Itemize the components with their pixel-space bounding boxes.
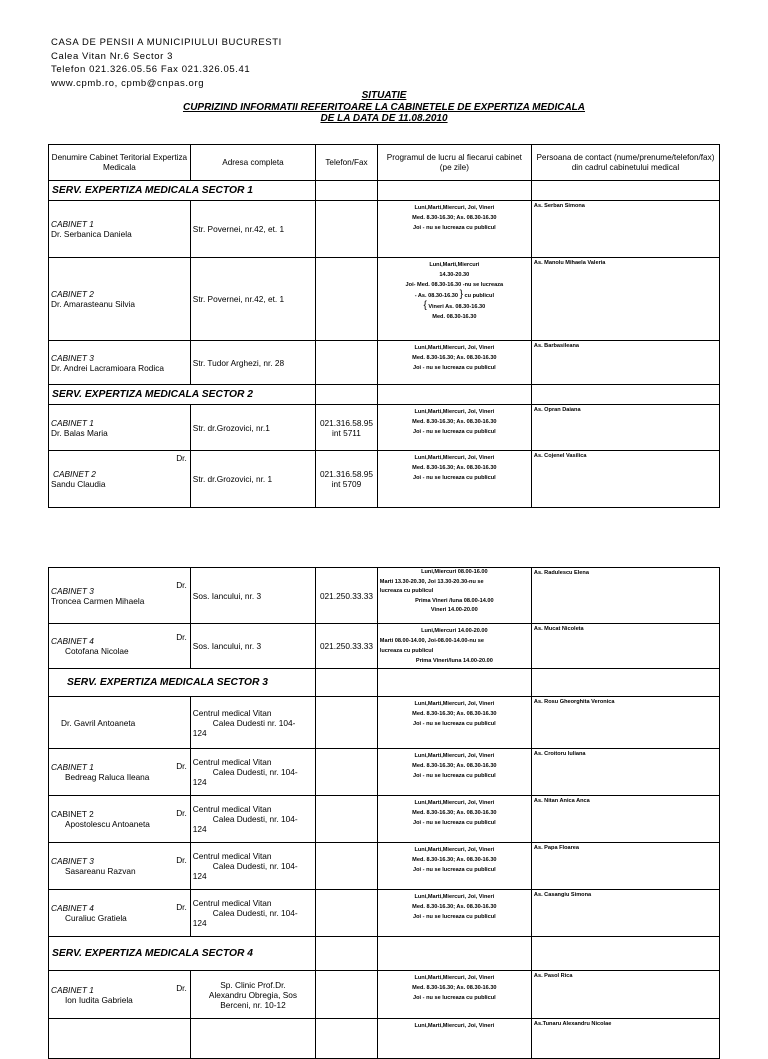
- contact-cell: As. Casangiu Simona: [531, 890, 719, 937]
- col-header-phone: Telefon/Fax: [316, 145, 378, 181]
- table-row: [49, 890, 720, 937]
- contact-cell: As. Croitoru Iuliana: [531, 749, 719, 796]
- phone-cell: [316, 341, 378, 385]
- section-title: SERV. EXPERTIZA MEDICALA SECTOR 4: [49, 937, 316, 971]
- cabinet-name-cell: CABINET 3 Dr. Sasareanu Razvan: [49, 843, 191, 890]
- table-row: [49, 201, 720, 258]
- contact-cell: As. Rosu Gheorghita Veronica: [531, 697, 719, 749]
- address-cell: Centrul medical Vitan Calea Dudesti nr. 104- 124: [190, 697, 315, 749]
- cabinet-name-cell: CABINET 3 Dr. Andrei Lacramioara Rodica: [49, 341, 191, 385]
- program-cell: Luni,Marti,Miercuri, Joi, Vineri Med. 8.30-16.30; As. 08.30-16.30 Joi - nu se lucreaza cu publicul: [377, 405, 531, 451]
- phone-cell: [316, 796, 378, 843]
- brace-mark: }: [459, 289, 463, 300]
- table-header-row: [49, 145, 720, 181]
- cabinet-name-cell: CABINET 1 Dr. Balas Maria: [49, 405, 191, 451]
- address-cell: Sos. Iancului, nr. 3: [190, 624, 315, 669]
- contact-cell: As. Radulescu Elena: [531, 568, 719, 624]
- col-header-contact: Persoana de contact (nume/prenume/telefon/fax) din cadrul cabinetului medical: [531, 145, 719, 181]
- address-cell: Str. Tudor Arghezi, nr. 28: [190, 341, 315, 385]
- cabinet-name-cell: CABINET 2 Dr. Sandu Claudia: [49, 451, 191, 508]
- program-cell: Luni,Marti,Miercuri, Joi, Vineri: [377, 1019, 531, 1059]
- section-row: [49, 669, 720, 697]
- table-row: [49, 258, 720, 341]
- institution-phone: Telefon 021.326.05.56 Fax 021.326.05.41: [51, 64, 251, 76]
- cabinets-table-part1: [48, 144, 720, 508]
- table-row: [49, 697, 720, 749]
- table-row: [49, 341, 720, 385]
- program-cell: Luni,Marti,Miercuri, Joi, Vineri Med. 8.30-16.30; As. 08.30-16.30 Joi - nu se lucreaza cu publicul: [377, 201, 531, 258]
- cabinet-name-cell: Dr. Gavril Antoaneta: [49, 697, 191, 749]
- cabinet-name-cell: CABINET 1 Dr. Ion Iudita Gabriela: [49, 971, 191, 1019]
- program-cell: Luni,Marti,Miercuri, Joi, Vineri Med. 8.30-16.30; As. 08.30-16.30 Joi - nu se lucreaza cu publicul: [377, 890, 531, 937]
- contact-cell: As. Manolu Mihaela Valeria: [531, 258, 719, 341]
- phone-cell: 021.250.33.33: [316, 624, 378, 669]
- cabinet-name-cell: CABINET 4 Dr. Cotofana Nicolae: [49, 624, 191, 669]
- phone-cell: [316, 258, 378, 341]
- contact-cell: As. Papa Floarea: [531, 843, 719, 890]
- address-cell: Centrul medical Vitan Calea Dudesti, nr. 104- 124: [190, 890, 315, 937]
- brace-mark: {: [423, 300, 427, 311]
- section-row: [49, 385, 720, 405]
- address-cell: Sp. Clinic Prof.Dr. Alexandru Obregia, Sos Berceni, nr. 10-12: [190, 971, 315, 1019]
- phone-cell: [316, 843, 378, 890]
- contact-cell: As. Mucat Nicoleta: [531, 624, 719, 669]
- title-situatie: SITUATIE: [361, 90, 407, 101]
- address-cell: Str. Povernei, nr.42, et. 1: [190, 258, 315, 341]
- title-date: DE LA DATA DE 11.08.2010: [320, 113, 448, 124]
- phone-cell: [316, 749, 378, 796]
- table-row: [49, 843, 720, 890]
- col-header-address: Adresa completa: [190, 145, 315, 181]
- address-cell: Centrul medical Vitan Calea Dudesti, nr. 104- 124: [190, 749, 315, 796]
- cabinet-name-cell: [49, 1019, 191, 1059]
- institution-web[interactable]: www.cpmb.ro, cpmb@cnpas.org: [51, 78, 205, 90]
- program-cell: Luni,Marti,Miercuri 14.30-20.30 Joi- Med. 08.30-16.30 -nu se lucreaza - As. 08.30-16.30 } cu publicul { Vineri As. 08.30-16.30 Med. 08.30-16.30: [377, 258, 531, 341]
- section-title: SERV. EXPERTIZA MEDICALA SECTOR 3: [49, 669, 316, 697]
- section-title: SERV. EXPERTIZA MEDICALA SECTOR 2: [49, 385, 316, 405]
- phone-cell: 021.316.58.95 int 5709: [316, 451, 378, 508]
- title-subject: CUPRIZIND INFORMATII REFERITOARE LA CABINETELE DE EXPERTIZA MEDICALA: [182, 101, 586, 113]
- phone-cell: [316, 697, 378, 749]
- program-cell: Luni,Miercuri 14.00-20.00 Marti 08.00-14.00, Joi-08.00-14.00-nu se lucreaza cu publicul Prima Vineri/luna 14.00-20.00: [377, 624, 531, 669]
- cabinet-name-cell: CABINET 4 Dr. Curaliuc Gratiela: [49, 890, 191, 937]
- cabinet-name-cell: CABINET 2 Dr. Apostolescu Antoaneta: [49, 796, 191, 843]
- contact-cell: As. Barbasileana: [531, 341, 719, 385]
- contact-cell: As. Serban Simona: [531, 201, 719, 258]
- letterhead: [51, 36, 282, 91]
- contact-cell: As.Tunaru Alexandru Nicolae: [531, 1019, 719, 1059]
- program-cell: Luni,Marti,Miercuri, Joi, Vineri Med. 8.30-16.30; As. 08.30-16.30 Joi - nu se lucreaza cu publicul: [377, 451, 531, 508]
- contact-cell: As. Pasol Rica: [531, 971, 719, 1019]
- table-row: [49, 568, 720, 624]
- program-cell: Luni,Marti,Miercuri, Joi, Vineri Med. 8.30-16.30; As. 08.30-16.30 Joi - nu se lucreaza cu publicul: [377, 843, 531, 890]
- table-row: [49, 749, 720, 796]
- address-cell: Str. Povernei, nr.42, et. 1: [190, 201, 315, 258]
- address-cell: Str. dr.Grozovici, nr. 1: [190, 451, 315, 508]
- phone-cell: 021.250.33.33: [316, 568, 378, 624]
- document-title: [0, 90, 768, 125]
- table-row: [49, 624, 720, 669]
- phone-cell: [316, 1019, 378, 1059]
- section-row: [49, 181, 720, 201]
- institution-name: CASA DE PENSII A MUNICIPIULUI BUCURESTI: [51, 37, 282, 48]
- section-row: [49, 937, 720, 971]
- address-cell: Sos. Iancului, nr. 3: [190, 568, 315, 624]
- institution-address: Calea Vitan Nr.6 Sector 3: [51, 50, 174, 62]
- phone-cell: [316, 890, 378, 937]
- contact-cell: As. Cojenel Vasilica: [531, 451, 719, 508]
- program-cell: Luni,Marti,Miercuri, Joi, Vineri Med. 8.30-16.30; As. 08.30-16.30 Joi - nu se lucreaza cu publicul: [377, 749, 531, 796]
- program-cell: Luni,Miercuri 08.00-16.00 Marti 13.30-20.30, Joi 13.30-20.30-nu se lucreaza cu publicul Prima Vineri /luna 08.00-14.00 Vineri 14.00-20.00: [377, 568, 531, 624]
- col-header-name: Denumire Cabinet Teritorial Expertiza Medicala: [49, 145, 191, 181]
- phone-cell: [316, 201, 378, 258]
- address-cell: Centrul medical Vitan Calea Dudesti, nr. 104- 124: [190, 843, 315, 890]
- phone-cell: [316, 971, 378, 1019]
- section-title: SERV. EXPERTIZA MEDICALA SECTOR 1: [49, 181, 316, 201]
- cabinet-name-cell: CABINET 1 Dr. Serbanica Daniela: [49, 201, 191, 258]
- program-cell: Luni,Marti,Miercuri, Joi, Vineri Med. 8.30-16.30; As. 08.30-16.30 Joi - nu se lucreaza cu publicul: [377, 796, 531, 843]
- cabinet-name-cell: CABINET 2 Dr. Amarasteanu Silvia: [49, 258, 191, 341]
- table-row: [49, 796, 720, 843]
- phone-cell: 021.316.58.95 int 5711: [316, 405, 378, 451]
- contact-cell: As. Nitan Anica Anca: [531, 796, 719, 843]
- cabinet-name-cell: CABINET 3 Dr. Troncea Carmen Mihaela: [49, 568, 191, 624]
- table-row: [49, 1019, 720, 1059]
- program-cell: Luni,Marti,Miercuri, Joi, Vineri Med. 8.30-16.30; As. 08.30-16.30 Joi - nu se lucreaza cu publicul: [377, 697, 531, 749]
- table-row: [49, 405, 720, 451]
- program-cell: Luni,Marti,Miercuri, Joi, Vineri Med. 8.30-16.30; As. 08.30-16.30 Joi - nu se lucreaza cu publicul: [377, 341, 531, 385]
- program-cell: Luni,Marti,Miercuri, Joi, Vineri Med. 8.30-16.30; As. 08.30-16.30 Joi - nu se lucreaza cu publicul: [377, 971, 531, 1019]
- col-header-program: Programul de lucru al fiecarui cabinet (pe zile): [377, 145, 531, 181]
- address-cell: [190, 1019, 315, 1059]
- table-row: [49, 451, 720, 508]
- table-row: [49, 971, 720, 1019]
- cabinet-name-cell: CABINET 1 Dr. Bedreag Raluca Ileana: [49, 749, 191, 796]
- contact-cell: As. Opran Daiana: [531, 405, 719, 451]
- address-cell: Str. dr.Grozovici, nr.1: [190, 405, 315, 451]
- cabinets-table-part2: [48, 567, 720, 1059]
- address-cell: Centrul medical Vitan Calea Dudesti, nr. 104- 124: [190, 796, 315, 843]
